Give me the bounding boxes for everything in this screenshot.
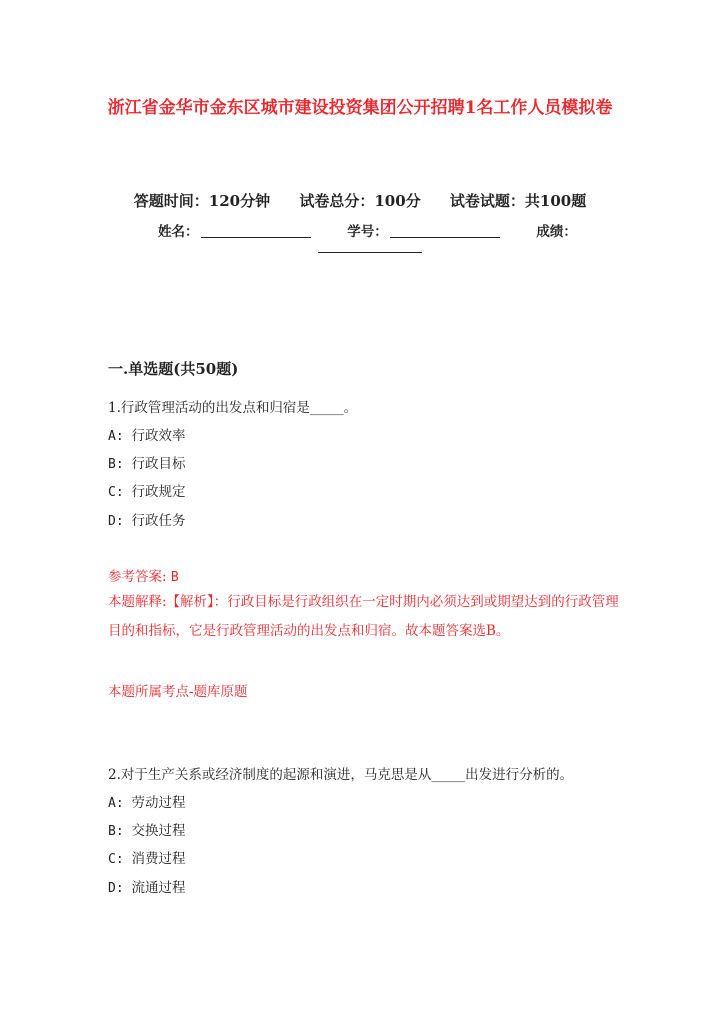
question-2-option-c: C: 消费过程: [108, 851, 186, 867]
document-title: 浙江省金华市金东区城市建设投资集团公开招聘1名工作人员模拟卷: [107, 98, 613, 118]
student-id-label: 学号：: [347, 224, 388, 240]
student-id-blank[interactable]: [390, 223, 500, 238]
section-heading: 一.单选题(共50题): [108, 360, 239, 378]
question-1-source: 本题所属考点-题库原题: [108, 684, 248, 700]
exam-meta: [0, 190, 720, 211]
question-2-option-b: B: 交换过程: [108, 823, 186, 839]
exam-question-count: 试卷试题：共100题: [449, 192, 587, 210]
question-2-option-d: D: 流通过程: [108, 880, 186, 896]
question-2-option-a: A: 劳动过程: [108, 795, 186, 811]
score-label: 成绩：: [536, 224, 577, 240]
question-2-stem: 2.对于生产关系或经济制度的起源和演进，马克思是从_____出发进行分析的。: [108, 767, 574, 783]
question-1-option-c: C: 行政规定: [108, 484, 186, 500]
name-blank[interactable]: [201, 223, 311, 238]
question-1-explanation: 本题解释:【解析】：行政目标是行政组织在一定时期内必须达到或期望达到的行政管理目的和指标，它是行政管理活动的出发点和归宿。故本题答案选B。: [108, 594, 619, 639]
question-1-answer: 参考答案: B: [108, 569, 179, 585]
name-label: 姓名：: [158, 224, 199, 240]
exam-total-score: 试卷总分：100分: [299, 192, 421, 210]
question-1-option-a: A: 行政效率: [108, 428, 186, 444]
score-blank[interactable]: [318, 252, 422, 253]
question-1-option-d: D: 行政任务: [108, 513, 186, 529]
student-fields: [158, 220, 577, 240]
question-1-stem: 1.行政管理活动的出发点和归宿是_____。: [108, 400, 358, 416]
question-1-option-b: B: 行政目标: [108, 456, 186, 472]
exam-time: 答题时间：120分钟: [133, 192, 271, 210]
